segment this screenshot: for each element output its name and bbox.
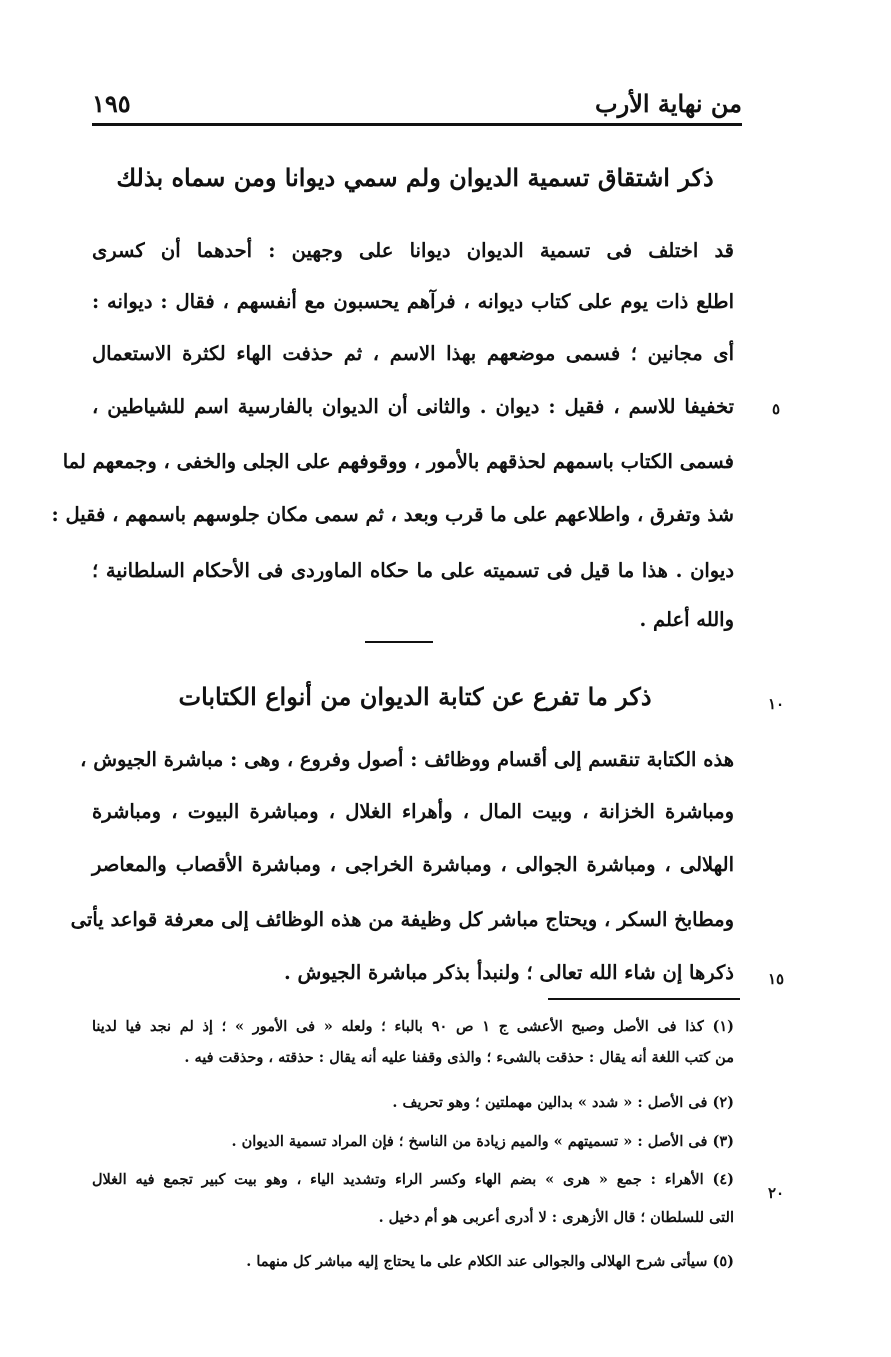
section-separator — [365, 641, 433, 643]
body-line: فسمى الكتاب باسمهم لحذقهم بالأمور ، ووقوفهم على الجلى والخفى ، وجمعهم لما — [62, 450, 734, 473]
body-line: أى مجانين ؛ فسمى موضعهم بهذا الاسم ، ثم حذفت الهاء لكثرة الاستعمال — [92, 342, 734, 365]
section-heading-1: ذكر اشتقاق تسمية الديوان ولم سمي ديوانا ومن سماه بذلك — [116, 163, 714, 192]
footnote-rule — [548, 998, 740, 1000]
footnote-line: التى للسلطان ؛ قال الأزهرى : لا أدرى أعربى هو أم دخيل . — [378, 1209, 734, 1226]
footnote-line: (١) كذا فى الأصل وصبح الأعشى ج ١ ص ٩٠ بالباء ؛ ولعله « فى الأمور » ؛ إذ لم نجد فيا لدينا — [92, 1018, 734, 1035]
margin-line-number: ٢٠ — [768, 1184, 785, 1202]
body-line: والله أعلم . — [639, 608, 734, 631]
footnote-line: (٤) الأهراء : جمع « هرى » بضم الهاء وكسر الراء وتشديد الياء ، وهو بيت كبير تجمع فيه الغلال — [92, 1171, 734, 1188]
footnote-line: (٢) فى الأصل : « شدد » بدالين مهملتين ؛ وهو تحريف . — [392, 1094, 734, 1111]
page-header — [92, 78, 742, 118]
footnote-line: (٥) سيأتى شرح الهلالى والجوالى عند الكلام على ما يحتاج إليه مباشر كل منهما . — [246, 1253, 734, 1270]
margin-line-number: ١٥ — [768, 970, 785, 988]
body-line: هذه الكتابة تنقسم إلى أقسام ووظائف : أصول وفروع ، وهى : مباشرة الجيوش ، — [80, 748, 734, 771]
body-line: الهلالى ، ومباشرة الجوالى ، ومباشرة الخراجى ، ومباشرة الأقصاب والمعاصر — [92, 853, 734, 876]
body-line: تخفيفا للاسم ، فقيل : ديوان . والثانى أن الديوان بالفارسية اسم للشياطين ، — [92, 395, 734, 418]
running-title: من نهاية الأرب — [595, 89, 742, 118]
section-heading-2: ذكر ما تفرع عن كتابة الديوان من أنواع الكتابات — [178, 682, 652, 711]
body-line: قد اختلف فى تسمية الديوان ديوانا على وجهين : أحدهما أن كسرى — [92, 239, 734, 262]
body-line: ذكرها إن شاء الله تعالى ؛ ولنبدأ بذكر مباشرة الجيوش . — [283, 961, 734, 984]
body-line: اطلع ذات يوم على كتاب ديوانه ، فرآهم يحسبون مع أنفسهم ، فقال : ديوانه : — [92, 290, 734, 313]
body-line: شذ وتفرق ، واطلاعهم على ما قرب وبعد ، ثم سمى مكان جلوسهم باسمهم ، فقيل : — [51, 503, 734, 526]
body-line: ديوان . هذا ما قيل فى تسميته على ما حكاه الماوردى فى الأحكام السلطانية ؛ — [92, 559, 734, 582]
margin-line-number: ٥ — [772, 400, 781, 418]
body-line: ومطابخ السكر ، ويحتاج مباشر كل وظيفة من هذه الوظائف إلى معرفة قواعد يأتى — [70, 908, 734, 931]
margin-line-number: ١٠ — [768, 695, 785, 713]
footnote-line: (٣) فى الأصل : « تسميتهم » والميم زيادة من الناسخ ؛ فإن المراد تسمية الديوان . — [231, 1133, 734, 1150]
page-number: ١٩٥ — [92, 89, 131, 118]
footnote-line: من كتب اللغة أنه يقال : حذقت بالشىء ؛ والذى وقفنا عليه أنه يقال : حذقته ، وحذقت فيه . — [184, 1049, 734, 1066]
body-line: ومباشرة الخزانة ، وبيت المال ، وأهراء الغلال ، ومباشرة البيوت ، ومباشرة — [92, 800, 734, 823]
header-rule — [92, 123, 742, 126]
